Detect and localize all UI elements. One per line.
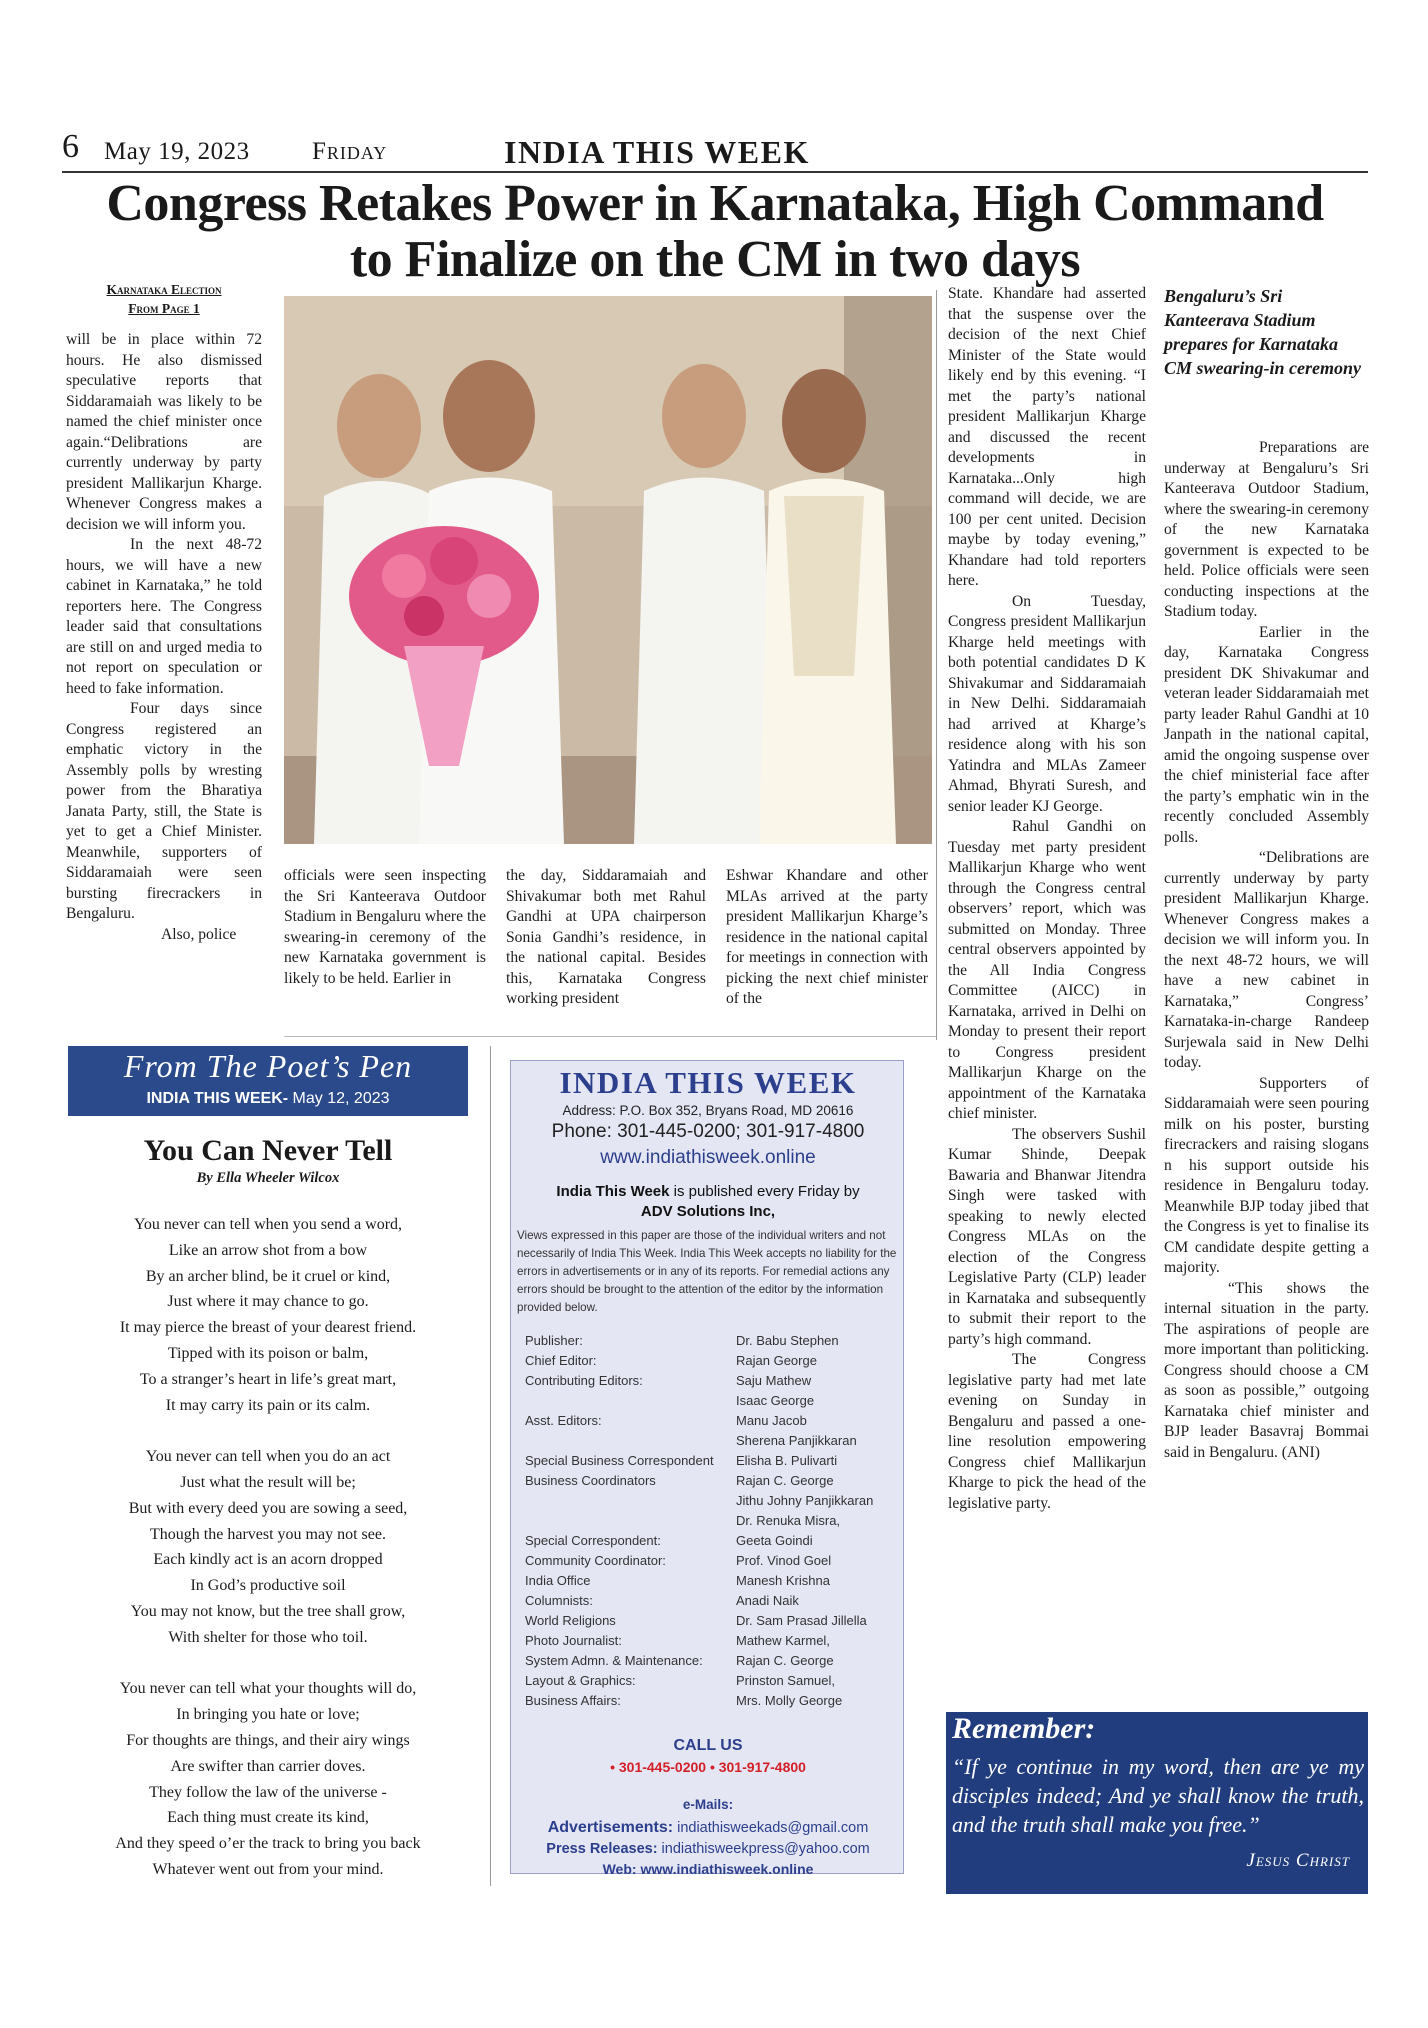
poem-body — [68, 1212, 468, 1909]
staff-name: Saju Mathew — [736, 1373, 812, 1388]
staff-name: Isaac George — [736, 1393, 815, 1408]
poem-line: Each kindly act is an acorn dropped — [153, 1551, 383, 1569]
poem-line: Are swifter than carrier doves. — [170, 1757, 366, 1775]
staff-name: Rajan George — [736, 1353, 817, 1368]
remember-attribution: Jesus Christ — [1246, 1850, 1350, 1871]
poem-line: Whatever went out from your mind. — [152, 1860, 384, 1878]
staff-role: Publisher: — [525, 1333, 583, 1348]
staff-name: Anadi Naik — [736, 1593, 799, 1608]
poem-line: Just what the result will be; — [180, 1473, 356, 1491]
staff-role: Contributing Editors: — [525, 1373, 643, 1388]
staff-role: Community Coordinator: — [525, 1553, 666, 1568]
issue-date: May 19, 2023 — [104, 138, 250, 165]
staff-name: Jithu Johny Panjikkaran — [736, 1493, 874, 1508]
staff-role: System Admn. & Maintenance: — [525, 1653, 703, 1668]
poem-line: For thoughts are things, and their airy wings — [126, 1731, 410, 1749]
poets-pen-subtitle — [68, 1090, 468, 1108]
news-photo — [284, 296, 932, 844]
poem-title: You Can Never Tell — [143, 1134, 393, 1167]
staff-row — [525, 1453, 905, 1473]
sidebar-paragraph: “This shows the internal situation in the party. The aspirations of people are more important than politicking. Congress should choose a CM as soon as possible,” outgoing Karnataka chief minister and BJP leader Basavraj Bommai said in Bengaluru. (ANI) — [1164, 1279, 1369, 1461]
article-paragraph: Rahul Gandhi on Tuesday met party president Mallikarjun Kharge who went through the Congress central observers’ report, which was submitted on Monday. Three central observers appointed by the All India Congress Committee (AICC) in Karnataka, arrived in Delhi on Monday to present their report to Congress president Mallikarjun Kharge on the appointment of the Karnataka chief minister. — [948, 818, 1146, 1122]
staff-name: Mathew Karmel, — [736, 1633, 830, 1648]
staff-name: Mrs. Molly George — [736, 1693, 843, 1708]
poem-line: They follow the law of the universe - — [149, 1783, 387, 1801]
web-link[interactable]: Web: www.indiathisweek.online — [602, 1861, 814, 1877]
paper-name: INDIA THIS WEEK — [504, 134, 810, 170]
box-published-line — [511, 1183, 905, 1200]
photo-illustration — [284, 296, 932, 844]
article-paragraph: The Congress legislative party had met late evening on Sunday in Bengaluru and passed a one-line resolution empowering Congress chief Mallikarjun Kharge to pick the head of the legislative party. — [948, 1351, 1146, 1512]
poem-line: And they speed o’er the track to bring you back — [115, 1835, 421, 1853]
poem-line: You never can tell when you send a word, — [133, 1216, 403, 1233]
headline — [62, 176, 1368, 288]
staff-row — [525, 1533, 905, 1553]
box-phone: Phone: 301-445-0200; 301-917-4800 — [551, 1121, 865, 1142]
poem-line: It may carry its pain or its calm. — [165, 1396, 371, 1414]
headline-line-1: Congress Retakes Power in Karnataka, High Command — [106, 175, 1324, 232]
staff-role: Columnists: — [525, 1593, 593, 1608]
poem-line: Just where it may chance to go. — [167, 1293, 369, 1311]
headline-line-2: to Finalize on the CM in two days — [349, 231, 1081, 288]
poem-line: Each thing must create its kind, — [167, 1809, 369, 1827]
box-publisher-company: ADV Solutions Inc, — [640, 1203, 776, 1220]
staff-row — [525, 1693, 905, 1713]
article-paragraph: In the next 48-72 hours, we will have a new cabinet in Karnataka,” he told reporters here. The Congress leader said that consultations are still on and urged media to not report on speculation or heed to fake information. — [66, 536, 262, 697]
staff-role: Layout & Graphics: — [525, 1673, 636, 1688]
staff-role: Photo Journalist: — [525, 1633, 622, 1648]
poets-pen-paper: INDIA THIS WEEK- — [146, 1090, 289, 1107]
sidebar-paragraph: Preparations are underway at Bengaluru’s Sri Kanteerava Outdoor Stadium, where the swearing-in ceremony of the new Karnataka government is expected to be held. Police officials were seen conducting inspections at the Stadium today. — [1164, 439, 1369, 620]
article-column-1 — [66, 330, 262, 945]
article-column-5 — [948, 284, 1146, 1514]
poem-line: With shelter for those who toil. — [168, 1628, 368, 1646]
poem-line: To a stranger’s heart in life’s great mart, — [139, 1370, 397, 1388]
kicker-line-2: From Page 1 — [128, 301, 200, 316]
poem-line: It may pierce the breast of your dearest friend. — [119, 1319, 417, 1337]
staff-role: Asst. Editors: — [525, 1413, 602, 1428]
staff-name: Rajan C. George — [736, 1653, 834, 1668]
staff-role: Special Correspondent: — [525, 1533, 661, 1548]
article-column-4 — [726, 866, 928, 1010]
poem-stanza — [68, 1212, 468, 1418]
staff-role: India Office — [525, 1573, 591, 1588]
section-divider — [284, 1036, 936, 1037]
article-paragraph: The observers Sushil Kumar Shinde, Deepak Bawaria and Bhanwar Jitendra Singh were tasked with speaking to newly elected Congress MLAs on the election of the Congress Legislative Party (CLP) leader in Karnataka and subsequently to submit their report to the party’s high command. — [948, 1125, 1146, 1348]
staff-name: Elisha B. Pulivarti — [736, 1453, 838, 1468]
article-paragraph: Also, police — [161, 925, 237, 943]
remember-title: Remember: — [952, 1712, 1096, 1745]
poem-line: Tipped with its poison or balm, — [167, 1344, 369, 1362]
poem-line: By an archer blind, be it cruel or kind, — [145, 1267, 391, 1285]
staff-name: Sherena Panjikkaran — [736, 1433, 857, 1448]
staff-row — [525, 1553, 905, 1573]
poem-line: In God’s productive soil — [190, 1577, 346, 1595]
staff-name: Prof. Vinod Goel — [736, 1553, 832, 1568]
poets-pen-date: May 12, 2023 — [288, 1090, 390, 1107]
box-published-paper: India This Week — [556, 1183, 670, 1200]
staff-name: Prinston Samuel, — [736, 1673, 835, 1688]
staff-row — [525, 1493, 905, 1513]
press-email-line — [511, 1841, 905, 1857]
staff-row — [525, 1513, 905, 1533]
sidebar-paragraph: Earlier in the day, Karnataka Congress president DK Shivakumar and veteran leader Siddaramaiah met party leader Rahul Gandhi at 10 Janpath in the national capital, amid the ongoing suspense over the chief ministerial face after the party’s emphatic win in the recently concluded Assembly polls. — [1164, 623, 1369, 846]
call-us-numbers: • 301-445-0200 • 301-917-4800 — [610, 1759, 806, 1775]
box-address: Address: P.O. Box 352, Bryans Road, MD 20616 — [562, 1103, 854, 1118]
sidebar-heading: Bengaluru’s Sri Kanteerava Stadium prepares for Karnataka CM swearing-in ceremony — [1164, 286, 1362, 378]
staff-row — [525, 1333, 905, 1353]
call-us-heading: CALL US — [673, 1737, 743, 1754]
staff-name: Geeta Goindi — [736, 1533, 813, 1548]
staff-name: Dr. Renuka Misra, — [736, 1513, 841, 1528]
staff-row — [525, 1613, 905, 1633]
poem-line: Like an arrow shot from a bow — [168, 1241, 368, 1259]
column-divider — [490, 1046, 491, 1886]
sidebar-paragraph: Supporters of Siddaramaiah were seen pouring milk on his poster, bursting firecrackers and raising slogans n his support outside his residence in Bengaluru today. Meanwhile BJP today jibed that the Congress is yet to finalise its CM candidate despite getting a majority. — [1164, 1074, 1369, 1276]
article-paragraph: Four days since Congress registered an emphatic victory in the Assembly polls by wresting power from the Bharatiya Janata Party, still, the State is yet to get a Chief Minister. Meanwhile, supporters of Siddaramaiah were seen bursting firecrackers in Bengaluru. — [66, 700, 262, 922]
staff-row — [525, 1633, 905, 1653]
staff-name: Manesh Krishna — [736, 1573, 830, 1588]
staff-name: Rajan C. George — [736, 1473, 834, 1488]
staff-role: Chief Editor: — [525, 1353, 597, 1368]
poem-stanza — [68, 1444, 468, 1650]
article-column-3 — [506, 866, 706, 1010]
press-email-label: Press Releases: — [546, 1841, 658, 1857]
staff-row — [525, 1413, 905, 1433]
article-paragraph: State. Khandare had asserted that the suspense over the decision of the next Chief Minister of the State would likely end by this evening. “I met the party’s national president Mallikarjun Kharge and discussed the recent developments in Karnataka...Only high command will decide, we are 100 per cent united. Decision maybe by today evening,” Khandare had told reporters here. — [948, 285, 1146, 589]
poem-line: You never can tell what your thoughts will do, — [119, 1680, 417, 1698]
box-website-link[interactable]: www.indiathisweek.online — [600, 1147, 816, 1168]
article-paragraph: On Tuesday, Congress president Mallikarjun Kharge held meetings with both potential candidates D K Shivakumar and Siddaramaiah in New Delhi. Siddaramaiah had arrived at Kharge’s residence along with his son Yatindra and MLAs Zameer Ahmad, Bhyrati Suresh, and senior leader KJ George. — [948, 592, 1146, 815]
emails-heading: e-Mails: — [682, 1797, 734, 1812]
staff-row — [525, 1653, 905, 1673]
box-disclaimer: Views expressed in this paper are those of the individual writers and not necessarily of India This Week. India This Week accepts no liability for the errors in advertisements or in any of its reports. For remedial actions any errors should be brought to the attention of the editor by the information provided below. — [517, 1229, 897, 1314]
staff-name: Dr. Babu Stephen — [736, 1333, 839, 1348]
poets-pen-title: From The Poet’s Pen — [123, 1048, 413, 1084]
staff-name: Dr. Sam Prasad Jillella — [736, 1613, 867, 1628]
poem-author: By Ella Wheeler Wilcox — [196, 1170, 340, 1186]
article-paragraph: Eshwar Khandare and other MLAs arrived at the party president Mallikarjun Kharge’s residence in the national capital for meetings in connection with picking the next chief minister of the — [726, 867, 928, 1007]
article-paragraph: the day, Siddaramaiah and Shivakumar both met Rahul Gandhi at UPA chairperson Sonia Gandhi’s residence, in the national capital. Besides this, Karnataka Congress working president — [506, 867, 706, 1007]
staff-row — [525, 1373, 905, 1393]
sidebar-paragraph: “Delibrations are currently underway by party president Mallikarjun Kharge. Whenever Congress makes a decision we will inform you. In the next 48-72 hours, we will have a new cabinet in Karnataka,” Congress’ Karnataka-in-charge Randeep Surjewala said in New Delhi today. — [1164, 849, 1369, 1071]
poem-line: But with every deed you are sowing a seed, — [128, 1499, 408, 1517]
masthead-info-box — [510, 1060, 904, 1877]
jump-kicker — [66, 280, 262, 318]
staff-row — [525, 1593, 905, 1613]
poem-stanza — [68, 1676, 468, 1882]
remember-quote: “If ye continue in my word, then are ye my disciples indeed; And ye shall know the truth, and the truth shall make you free.” — [952, 1754, 1364, 1837]
issue-day: Friday — [312, 138, 388, 165]
staff-row — [525, 1393, 905, 1413]
staff-row — [525, 1353, 905, 1373]
remember-box — [946, 1712, 1368, 1894]
masthead-rule — [62, 171, 1368, 173]
poem-line: In bringing you hate or love; — [176, 1706, 360, 1724]
ads-email-label: Advertisements: — [547, 1819, 674, 1836]
article-paragraph: officials were seen inspecting the Sri Kanteerava Outdoor Stadium in Bengaluru where the swearing-in ceremony of the new Karnataka government is likely to be held. Earlier in — [284, 867, 486, 987]
staff-name: Manu Jacob — [736, 1413, 807, 1428]
ads-email-link[interactable]: indiathisweekads@gmail.com — [673, 1820, 869, 1836]
article-column-2 — [284, 866, 486, 989]
staff-row — [525, 1673, 905, 1693]
staff-role: Business Affairs: — [525, 1693, 621, 1708]
page-number: 6 — [62, 128, 79, 165]
article-paragraph: will be in place within 72 hours. He also dismissed speculative reports that Siddaramaiah was likely to be named the chief minister once again.“Delibrations are currently underway by party president Mallikarjun Kharge. Whenever Congress makes a decision we will inform you. — [66, 331, 262, 533]
press-email-link[interactable]: indiathisweekpress@yahoo.com — [657, 1841, 870, 1857]
poem-line: You may not know, but the tree shall grow, — [130, 1602, 406, 1620]
staff-row — [525, 1573, 905, 1593]
poem-line: Though the harvest you may not see. — [150, 1525, 386, 1543]
column-divider — [936, 290, 937, 1040]
poets-pen-banner — [68, 1046, 468, 1116]
staff-role: Special Business Correspondent — [525, 1453, 714, 1468]
box-published-text: is published every Friday by — [669, 1183, 860, 1200]
kicker-line-1: Karnataka Election — [106, 282, 222, 297]
box-paper-name: INDIA THIS WEEK — [559, 1065, 857, 1100]
poem-line: You never can tell when you do an act — [145, 1448, 391, 1466]
staff-row — [525, 1473, 905, 1493]
staff-row — [525, 1433, 905, 1453]
staff-role: World Religions — [525, 1613, 616, 1628]
staff-role: Business Coordinators — [525, 1473, 656, 1488]
ads-email-line — [511, 1819, 905, 1837]
sidebar-column — [1164, 438, 1369, 1463]
